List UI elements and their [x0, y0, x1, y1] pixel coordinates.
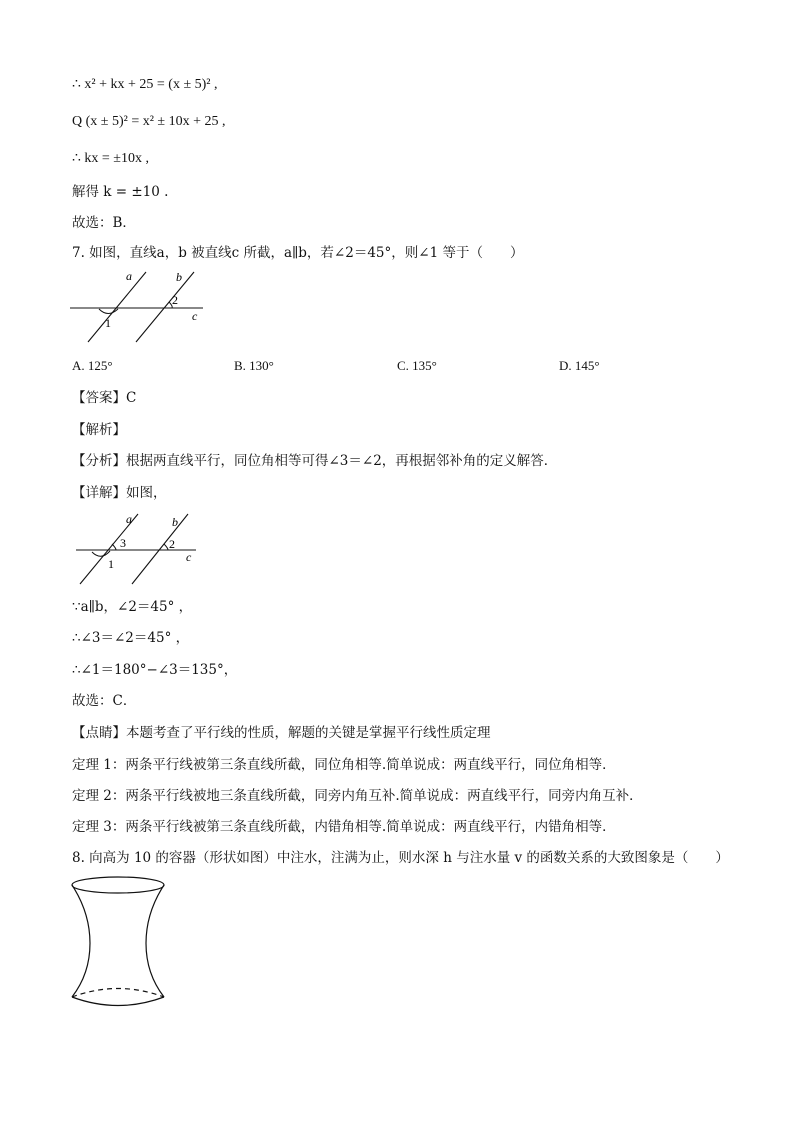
detail-text: 【详解】如图， — [72, 485, 167, 501]
analysis-title: 【解析】 — [72, 422, 126, 438]
answer-line: 【答案】C — [72, 390, 137, 406]
fig2-label-2: 2 — [169, 537, 175, 551]
equation-line-2: Q (x ± 5)² = x² ± 10x + 25 , — [72, 114, 226, 129]
choose-line-prev: 故选：B． — [72, 215, 136, 231]
analysis-text: 【分析】根据两直线平行，同位角相等可得∠3＝∠2，再根据邻补角的定义解答． — [72, 453, 558, 469]
theorem-3: 定理 3：两条平行线被第三条直线所截，内错角相等.简单说成：两直线平行，内错角相等． — [72, 819, 616, 835]
step-3: ∴∠1＝180°−∠3＝135°， — [72, 662, 238, 678]
step-2: ∴∠3＝∠2＝45° ， — [72, 630, 190, 646]
fig2-label-3: 3 — [120, 536, 126, 550]
question-7-figure — [68, 266, 208, 346]
step-1: ∵a∥b，∠2＝45° ， — [72, 599, 193, 615]
option-c: C. 135° — [397, 358, 437, 373]
container-figure — [68, 874, 172, 1010]
fig1-label-1: 1 — [105, 316, 111, 330]
option-b: B. 130° — [234, 358, 274, 373]
theorem-1: 定理 1：两条平行线被第三条直线所截，同位角相等.简单说成：两直线平行，同位角相等． — [72, 757, 616, 773]
equation-line-3: ∴ kx = ±10x , — [72, 151, 149, 166]
fig1-label-b: b — [176, 270, 182, 284]
equation-line-1: ∴ x² + kx + 25 = (x ± 5)² , — [72, 77, 218, 92]
detail-figure — [72, 508, 202, 588]
comment-line: 【点睛】本题考查了平行线的性质，解题的关键是掌握平行线性质定理 — [72, 725, 491, 741]
solve-line: 解得 k = ±10 . — [72, 184, 169, 200]
question-8-stem: 8. 向高为 10 的容器（形状如图）中注水，注满为止，则水深 h 与注水量 v 的函数关系的大致图象是（ ） — [72, 850, 729, 866]
fig1-label-2: 2 — [172, 293, 178, 307]
choose-line: 故选：C． — [72, 693, 137, 709]
question-7-stem: 7. 如图，直线a，b 被直线c 所截，a∥b，若∠2＝45°，则∠1 等于（ ） — [72, 245, 524, 261]
fig2-label-a: a — [126, 512, 132, 526]
fig2-label-1: 1 — [108, 557, 114, 571]
fig1-label-c: c — [192, 309, 198, 323]
fig1-label-a: a — [126, 269, 132, 283]
option-d: D. 145° — [559, 358, 600, 373]
fig2-label-c: c — [186, 550, 192, 564]
theorem-2: 定理 2：两条平行线被地三条直线所截，同旁内角互补.简单说成：两直线平行，同旁内角互补． — [72, 788, 643, 804]
option-a: A. 125° — [72, 358, 113, 373]
fig2-label-b: b — [172, 515, 178, 529]
